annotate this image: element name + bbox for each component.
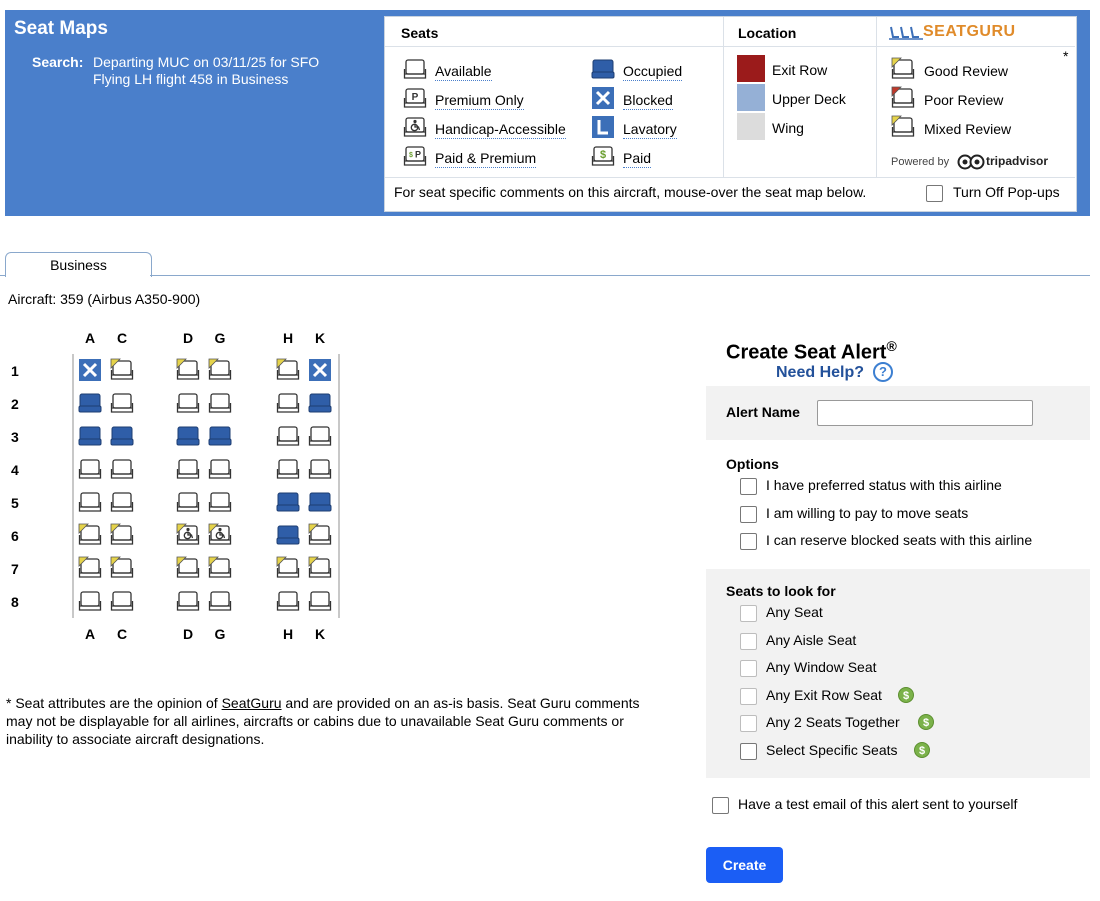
legend-premium-only[interactable]: Premium Only <box>435 92 524 108</box>
seat-type-label[interactable]: Any Window Seat <box>766 659 877 675</box>
seat-8a[interactable] <box>78 589 102 613</box>
seat-3c[interactable] <box>110 424 134 448</box>
seat-type-checkbox[interactable] <box>740 715 757 732</box>
column-letter-g: G <box>214 330 226 346</box>
seat-5h[interactable] <box>276 490 300 514</box>
column-letter-h: H <box>282 626 294 642</box>
legend-footer-note: For seat specific comments on this aircraft, mouse-over the seat map below. <box>394 184 867 200</box>
legend-mixed-review: Mixed Review <box>924 121 1012 137</box>
tripadvisor-brand: tripadvisor <box>986 154 1049 168</box>
seatguru-link[interactable]: SeatGuru <box>221 695 282 711</box>
seat-3h[interactable] <box>276 424 300 448</box>
seat-7h[interactable] <box>276 556 300 580</box>
seatguru-logo <box>889 25 925 44</box>
available-seat-icon <box>403 57 427 81</box>
svg-text:$: $ <box>599 149 607 161</box>
upper-deck-swatch <box>737 84 765 111</box>
search-summary-line2: Flying LH flight 458 in Business <box>93 71 289 87</box>
seat-4g[interactable] <box>208 457 232 481</box>
tab-baseline <box>150 275 1090 276</box>
seat-type-checkbox[interactable] <box>740 743 757 760</box>
row-number: 8 <box>11 594 19 610</box>
seat-7a[interactable] <box>78 556 102 580</box>
column-letter-a: A <box>84 330 96 346</box>
paid-feature-icon: $ <box>898 687 914 703</box>
registered-mark: ® <box>886 338 897 354</box>
column-letter-h: H <box>282 330 294 346</box>
seat-2c[interactable] <box>110 391 134 415</box>
paid-seat-icon <box>591 144 615 168</box>
row-number: 4 <box>11 462 19 478</box>
row-number: 3 <box>11 429 19 445</box>
legend-divider <box>876 17 877 177</box>
legend-divider <box>385 46 1075 47</box>
paid-feature-icon: $ <box>918 714 934 730</box>
seat-6g[interactable] <box>208 523 232 547</box>
blocked-seat-icon <box>591 86 615 110</box>
turn-off-popups-checkbox[interactable] <box>926 185 943 202</box>
seat-3d[interactable] <box>176 424 200 448</box>
legend-blocked[interactable]: Blocked <box>623 92 673 108</box>
seat-5k[interactable] <box>308 490 332 514</box>
exit-row-swatch <box>737 55 765 82</box>
legend-upper-deck: Upper Deck <box>772 91 846 107</box>
svg-text:$: $ <box>409 152 413 159</box>
wing-swatch <box>737 113 765 140</box>
seat-7g[interactable] <box>208 556 232 580</box>
seats-to-look-for-heading: Seats to look for <box>726 583 836 599</box>
column-letter-d: D <box>182 626 194 642</box>
seat-5a[interactable] <box>78 490 102 514</box>
powered-by-label: Powered by <box>891 156 950 168</box>
legend-paid-and-premium[interactable]: Paid & Premium <box>435 150 537 166</box>
seat-type-label[interactable]: Select Specific Seats <box>766 741 898 758</box>
svg-text:P: P <box>414 149 422 160</box>
legend-divider <box>385 177 1075 178</box>
legend-wing: Wing <box>772 120 804 136</box>
seat-3g[interactable] <box>208 424 232 448</box>
seat-6d[interactable] <box>176 523 200 547</box>
seat-7d[interactable] <box>176 556 200 580</box>
seat-2a[interactable] <box>78 391 102 415</box>
seat-6k[interactable] <box>308 523 332 547</box>
column-letter-a: A <box>84 626 96 642</box>
seat-type-checkbox[interactable] <box>740 660 757 677</box>
test-email-checkbox[interactable] <box>712 797 729 814</box>
seat-2g[interactable] <box>208 391 232 415</box>
seat-4d[interactable] <box>176 457 200 481</box>
legend-asterisk: * <box>1063 48 1069 64</box>
seat-1g[interactable] <box>208 358 232 382</box>
tab-business[interactable]: Business <box>5 252 152 277</box>
legend-divider <box>723 17 724 177</box>
option-label[interactable]: I am willing to pay to move seats <box>766 504 969 521</box>
row-number: 6 <box>11 528 19 544</box>
test-email-label[interactable]: Have a test email of this alert sent to yourself <box>738 796 1018 812</box>
search-summary-line1: Departing MUC on 03/11/25 for SFO <box>93 54 320 70</box>
seat-7c[interactable] <box>110 556 134 580</box>
alert-name-label: Alert Name <box>726 404 800 420</box>
footnote-prefix: * Seat attributes are the opinion of <box>6 695 222 711</box>
seat-type-label[interactable]: Any 2 Seats Together <box>766 714 900 730</box>
paid-feature-icon: $ <box>914 742 930 758</box>
tripadvisor-owl-icon <box>957 154 985 173</box>
seat-2h[interactable] <box>276 391 300 415</box>
column-letter-d: D <box>182 330 194 346</box>
row-number: 5 <box>11 495 19 511</box>
column-letter-c: C <box>116 626 128 642</box>
help-question-icon[interactable]: ? <box>873 362 893 382</box>
seat-type-checkbox[interactable] <box>740 633 757 650</box>
column-letter-g: G <box>214 626 226 642</box>
legend-lavatory[interactable]: Lavatory <box>623 121 677 137</box>
seat-type-label[interactable]: Any Seat <box>766 604 823 620</box>
seat-5d[interactable] <box>176 490 200 514</box>
seat-2k[interactable] <box>308 391 332 415</box>
search-label: Search: <box>32 54 84 70</box>
create-seat-alert-title <box>726 338 897 365</box>
seat-8k[interactable] <box>308 589 332 613</box>
handicap-accessible-seat-icon <box>403 115 427 139</box>
row-number: 2 <box>11 396 19 412</box>
column-letter-k: K <box>314 330 326 346</box>
seat-4a[interactable] <box>78 457 102 481</box>
seat-8h[interactable] <box>276 589 300 613</box>
row-number: 1 <box>11 363 19 379</box>
column-letter-c: C <box>116 330 128 346</box>
seat-type-checkbox[interactable] <box>740 688 757 705</box>
legend-handicap-accessible[interactable]: Handicap-Accessible <box>435 121 566 137</box>
aircraft-label: Aircraft: 359 (Airbus A350-900) <box>8 291 201 307</box>
legend-location-heading: Location <box>738 25 797 41</box>
column-letter-k: K <box>314 626 326 642</box>
seat-type-label[interactable]: Any Aisle Seat <box>766 631 857 648</box>
seat-type-label[interactable]: Any Exit Row Seat <box>766 686 882 703</box>
premium-only-seat-icon <box>403 86 427 110</box>
lavatory-seat-icon <box>591 115 615 139</box>
cabin-wall <box>338 354 340 618</box>
legend-available[interactable]: Available <box>435 63 492 79</box>
row-number: 7 <box>11 561 19 577</box>
seat-4k[interactable] <box>308 457 332 481</box>
seat-type-checkbox[interactable] <box>740 605 757 622</box>
footnote-suffix: and are provided on an as-is basis. Seat Guru comments <box>281 695 640 711</box>
option-checkbox[interactable] <box>740 506 757 523</box>
seat-6h[interactable] <box>276 523 300 547</box>
seat-3k[interactable] <box>308 424 332 448</box>
occupied-seat-icon <box>591 57 615 81</box>
seat-4h[interactable] <box>276 457 300 481</box>
need-help-link[interactable]: Need Help? <box>776 364 865 381</box>
seat-7k[interactable] <box>308 556 332 580</box>
seat-1c[interactable] <box>110 358 134 382</box>
legend-seats-heading: Seats <box>401 25 439 41</box>
seatguru-seats-icon <box>889 25 925 41</box>
turn-off-popups-label[interactable]: Turn Off Pop-ups <box>953 184 1060 200</box>
options-heading: Options <box>726 456 779 472</box>
option-label[interactable]: I can reserve blocked seats with this airline <box>766 532 1033 548</box>
footnote-line2: may not be displayable for all airlines, aircrafts or cabins due to unavailable Seat Guru comments or <box>6 713 624 729</box>
legend-exit-row: Exit Row <box>772 62 828 78</box>
legend-good-review: Good Review <box>924 63 1009 79</box>
legend-occupied[interactable]: Occupied <box>623 63 683 79</box>
option-checkbox[interactable] <box>740 533 757 550</box>
cabin-wall <box>72 354 74 618</box>
svg-text:P: P <box>411 92 419 103</box>
legend-poor-review: Poor Review <box>924 92 1004 108</box>
seat-1h[interactable] <box>276 358 300 382</box>
create-button[interactable]: Create <box>706 847 783 883</box>
seat-1d[interactable] <box>176 358 200 382</box>
alert-name-input[interactable] <box>817 400 1033 426</box>
seat-3a[interactable] <box>78 424 102 448</box>
seat-6c[interactable] <box>110 523 134 547</box>
footnote-line3: inability to associate aircraft designations. <box>6 731 265 747</box>
seat-8g[interactable] <box>208 589 232 613</box>
seat-2d[interactable] <box>176 391 200 415</box>
legend-paid[interactable]: Paid <box>623 150 652 166</box>
poor-review-seat-icon <box>891 86 915 110</box>
paid-and-premium-seat-icon <box>403 144 427 168</box>
alert-title-text: Create Seat Alert <box>726 341 887 364</box>
good-review-seat-icon <box>891 57 915 81</box>
mixed-review-seat-icon <box>891 115 915 139</box>
seat-8c[interactable] <box>110 589 134 613</box>
seat-8d[interactable] <box>176 589 200 613</box>
option-label[interactable]: I have preferred status with this airline <box>766 477 1002 493</box>
seat-4c[interactable] <box>110 457 134 481</box>
seat-1a[interactable] <box>78 358 102 382</box>
seats-to-look-for-panel <box>706 569 1090 778</box>
seatguru-footnote <box>6 694 696 748</box>
page-title: Seat Maps <box>14 18 108 39</box>
seat-6a[interactable] <box>78 523 102 547</box>
seat-5c[interactable] <box>110 490 134 514</box>
option-checkbox[interactable] <box>740 478 757 495</box>
seat-1k[interactable] <box>308 358 332 382</box>
seatguru-brand: SEATGURU <box>923 23 1016 40</box>
seat-5g[interactable] <box>208 490 232 514</box>
